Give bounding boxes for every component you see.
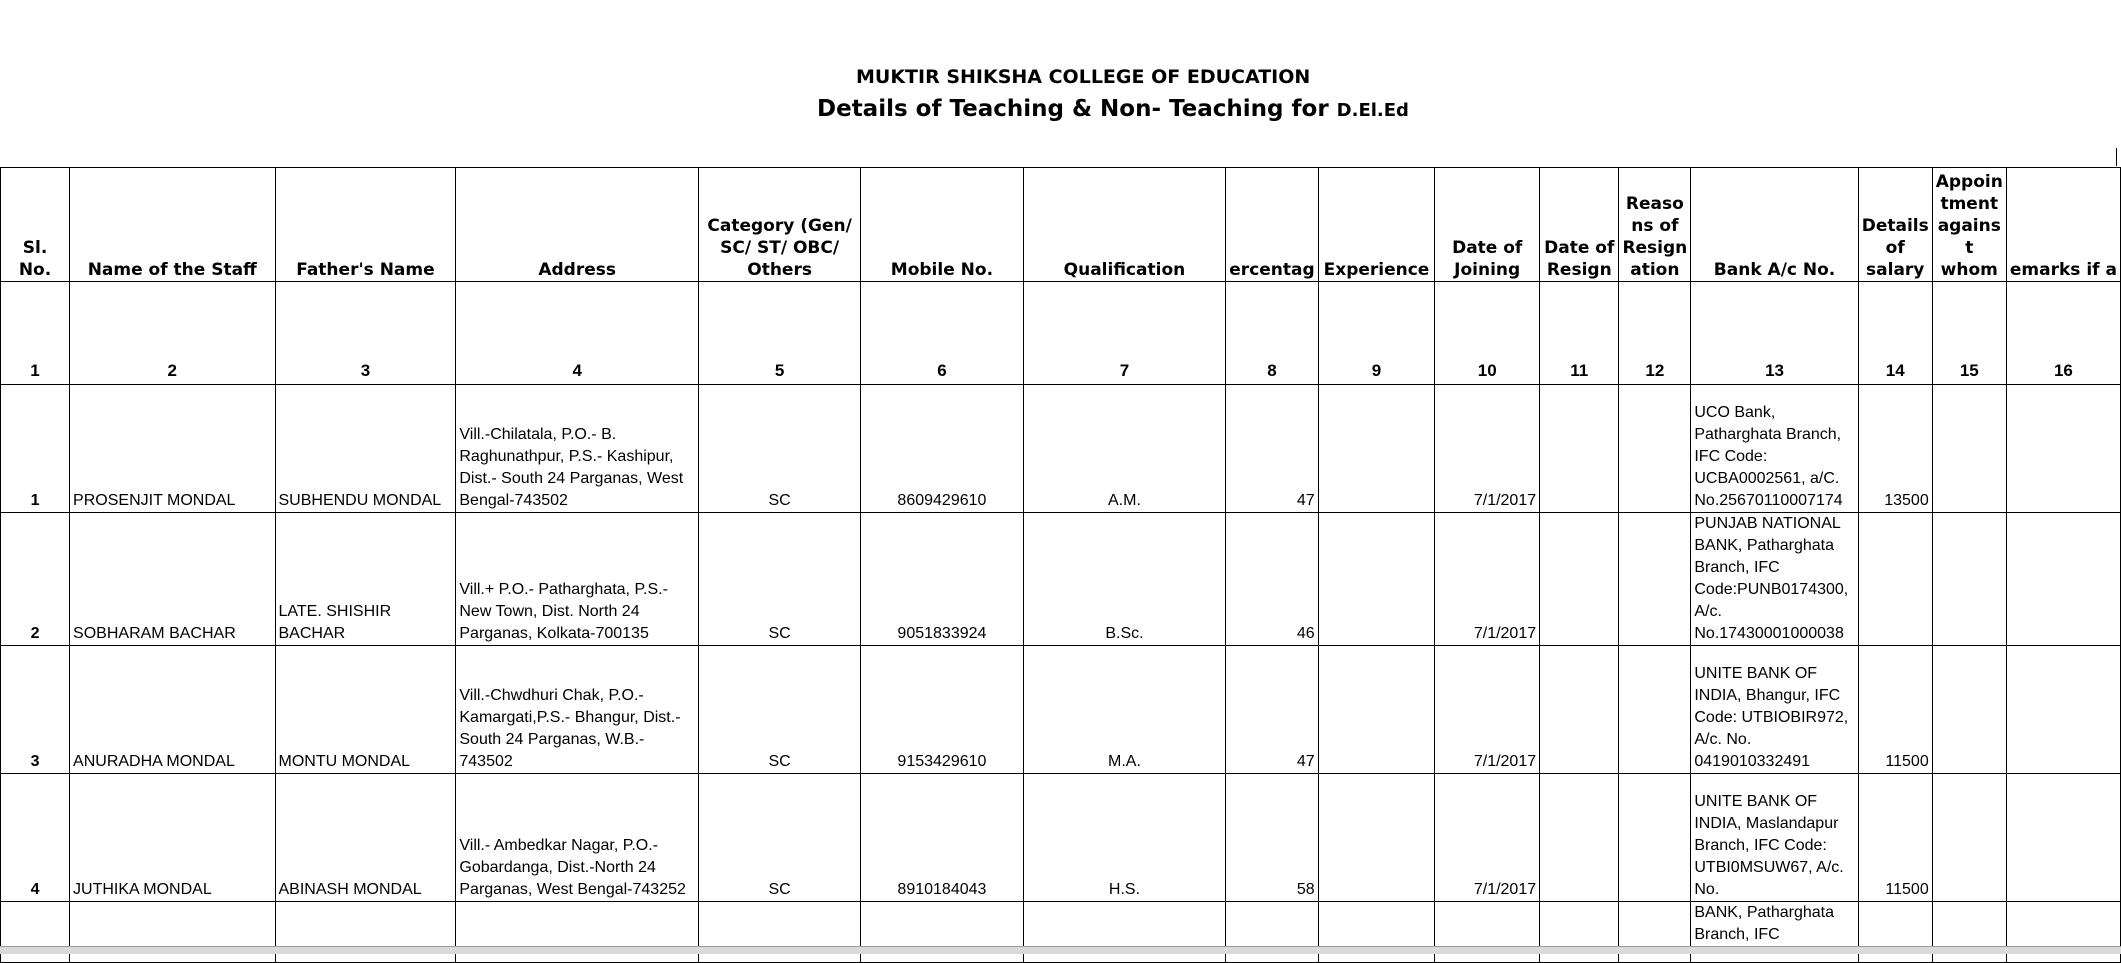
cell-bank[interactable]: UCO Bank, Patharghata Branch, IFC Code: UCBA0002561, a/C. No.25670110007174 xyxy=(1691,385,1858,513)
staff-table xyxy=(0,167,2121,963)
cell-remarks[interactable] xyxy=(2006,646,2120,774)
cell-salary[interactable] xyxy=(1858,513,1932,646)
cell-experience[interactable] xyxy=(1318,774,1435,902)
column-number: 5 xyxy=(699,282,861,385)
column-number: 13 xyxy=(1691,282,1858,385)
cell-percentage[interactable]: 58 xyxy=(1226,774,1318,902)
column-header: emarks if a xyxy=(2006,168,2120,282)
column-number: 10 xyxy=(1435,282,1540,385)
cell-bank[interactable]: BANK, Patharghata Branch, IFC xyxy=(1691,902,1858,963)
cell-qualification[interactable]: B.Sc. xyxy=(1023,513,1226,646)
cell-address[interactable]: Vill.- Ambedkar Nagar, P.O.- Gobardanga, Dist.-North 24 Parganas, West Bengal-743252 xyxy=(456,774,699,902)
cell-resign[interactable] xyxy=(1540,385,1619,513)
cell-joining[interactable]: 7/1/2017 xyxy=(1435,385,1540,513)
cell-experience[interactable] xyxy=(1318,513,1435,646)
column-number: 8 xyxy=(1226,282,1318,385)
cell-percentage[interactable]: 46 xyxy=(1226,513,1318,646)
cell-resign[interactable] xyxy=(1540,513,1619,646)
cell-father[interactable]: SUBHENDU MONDAL xyxy=(275,385,456,513)
cell-remarks[interactable] xyxy=(2006,513,2120,646)
cell-salary[interactable]: 13500 xyxy=(1858,385,1932,513)
cell-appointment[interactable] xyxy=(1932,646,2006,774)
cell-appointment[interactable] xyxy=(1932,513,2006,646)
cell-category[interactable]: SC xyxy=(699,513,861,646)
column-header: Father's Name xyxy=(275,168,456,282)
column-number: 12 xyxy=(1619,282,1691,385)
cell-salary[interactable]: 11500 xyxy=(1858,646,1932,774)
cell-percentage[interactable]: 47 xyxy=(1226,646,1318,774)
cell-resign[interactable] xyxy=(1540,774,1619,902)
column-number: 3 xyxy=(275,282,456,385)
cell-sl[interactable]: 3 xyxy=(1,646,70,774)
column-header: Bank A/c No. xyxy=(1691,168,1858,282)
cell-reason[interactable] xyxy=(1619,774,1691,902)
column-number: 16 xyxy=(2006,282,2120,385)
cell-qualification[interactable]: M.A. xyxy=(1023,646,1226,774)
column-number: 7 xyxy=(1023,282,1226,385)
table-row xyxy=(1,774,2121,902)
table-row xyxy=(1,513,2121,646)
column-number: 9 xyxy=(1318,282,1435,385)
cell-father[interactable]: MONTU MONDAL xyxy=(275,646,456,774)
cell-remarks[interactable] xyxy=(2006,385,2120,513)
column-header: Date of Resign xyxy=(1540,168,1619,282)
cell-name[interactable]: ANURADHA MONDAL xyxy=(70,646,275,774)
cell-remarks[interactable] xyxy=(2006,774,2120,902)
column-header: Address xyxy=(456,168,699,282)
cell-mobile[interactable]: 9153429610 xyxy=(861,646,1023,774)
table-row xyxy=(1,646,2121,774)
cell-name[interactable]: SOBHARAM BACHAR xyxy=(70,513,275,646)
sheet-subtitle: Details of Teaching & Non- Teaching for D.El.Ed xyxy=(817,96,1409,122)
table-row xyxy=(1,385,2121,513)
column-header: Name of the Staff xyxy=(70,168,275,282)
cell-joining[interactable]: 7/1/2017 xyxy=(1435,646,1540,774)
cell-bank[interactable]: UNITE BANK OF INDIA, Bhangur, IFC Code: UTBIOBIR972, A/c. No. 0419010332491 xyxy=(1691,646,1858,774)
cell-name[interactable]: PROSENJIT MONDAL xyxy=(70,385,275,513)
column-header: Date of Joining xyxy=(1435,168,1540,282)
cell-mobile[interactable]: 8609429610 xyxy=(861,385,1023,513)
column-number: 11 xyxy=(1540,282,1619,385)
cell-sl[interactable]: 1 xyxy=(1,385,70,513)
cell-percentage[interactable]: 47 xyxy=(1226,385,1318,513)
column-number: 6 xyxy=(861,282,1023,385)
column-header: Qualification xyxy=(1023,168,1226,282)
cell-address[interactable]: Vill.-Chilatala, P.O.- B. Raghunathpur, P.S.- Kashipur, Dist.- South 24 Parganas, West Bengal-743502 xyxy=(456,385,699,513)
cell-mobile[interactable]: 8910184043 xyxy=(861,774,1023,902)
cell-mobile[interactable]: 9051833924 xyxy=(861,513,1023,646)
cell-resign[interactable] xyxy=(1540,646,1619,774)
cell-salary[interactable]: 11500 xyxy=(1858,774,1932,902)
column-header: Appoin tment agains t whom xyxy=(1932,168,2006,282)
column-number-row xyxy=(1,282,2121,385)
cell-border-fragment xyxy=(2116,148,2117,166)
column-number: 4 xyxy=(456,282,699,385)
column-number: 15 xyxy=(1932,282,2006,385)
cell-experience[interactable] xyxy=(1318,646,1435,774)
cell-reason[interactable] xyxy=(1619,385,1691,513)
program-name: D.El.Ed xyxy=(1336,100,1409,121)
cell-joining[interactable]: 7/1/2017 xyxy=(1435,774,1540,902)
cell-reason[interactable] xyxy=(1619,646,1691,774)
column-header: Experience xyxy=(1318,168,1435,282)
cell-bank[interactable]: UNITE BANK OF INDIA, Maslandapur Branch, IFC Code: UTBI0MSUW67, A/c. No. xyxy=(1691,774,1858,902)
column-number: 2 xyxy=(70,282,275,385)
cell-address[interactable]: Vill.+ P.O.- Patharghata, P.S.- New Town, Dist. North 24 Parganas, Kolkata-700135 xyxy=(456,513,699,646)
cell-father[interactable]: LATE. SHISHIR BACHAR xyxy=(275,513,456,646)
cell-category[interactable]: SC xyxy=(699,385,861,513)
cell-experience[interactable] xyxy=(1318,385,1435,513)
cell-appointment[interactable] xyxy=(1932,774,2006,902)
cell-reason[interactable] xyxy=(1619,513,1691,646)
table-header-row xyxy=(1,168,2121,282)
cell-category[interactable]: SC xyxy=(699,646,861,774)
cell-appointment[interactable] xyxy=(1932,385,2006,513)
column-number: 14 xyxy=(1858,282,1932,385)
column-header: Reaso ns of Resign ation xyxy=(1619,168,1691,282)
column-header: Mobile No. xyxy=(861,168,1023,282)
column-header: Category (Gen/ SC/ ST/ OBC/ Others xyxy=(699,168,861,282)
column-header: Details of salary xyxy=(1858,168,1932,282)
column-header: Sl. No. xyxy=(1,168,70,282)
cell-sl[interactable]: 4 xyxy=(1,774,70,902)
column-number: 1 xyxy=(1,282,70,385)
cell-joining[interactable]: 7/1/2017 xyxy=(1435,513,1540,646)
cell-bank[interactable]: PUNJAB NATIONAL BANK, Patharghata Branch, IFC Code:PUNB0174300, A/c. No.17430001000038 xyxy=(1691,513,1858,646)
cell-qualification[interactable]: H.S. xyxy=(1023,774,1226,902)
cell-address[interactable]: Vill.-Chwdhuri Chak, P.O.- Kamargati,P.S.- Bhangur, Dist.- South 24 Parganas, W.B.- 743502 xyxy=(456,646,699,774)
cell-category[interactable]: SC xyxy=(699,774,861,902)
cell-qualification[interactable]: A.M. xyxy=(1023,385,1226,513)
cell-sl[interactable]: 2 xyxy=(1,513,70,646)
cell-name[interactable]: JUTHIKA MONDAL xyxy=(70,774,275,902)
column-header: ercentag xyxy=(1226,168,1318,282)
cell-father[interactable]: ABINASH MONDAL xyxy=(275,774,456,902)
